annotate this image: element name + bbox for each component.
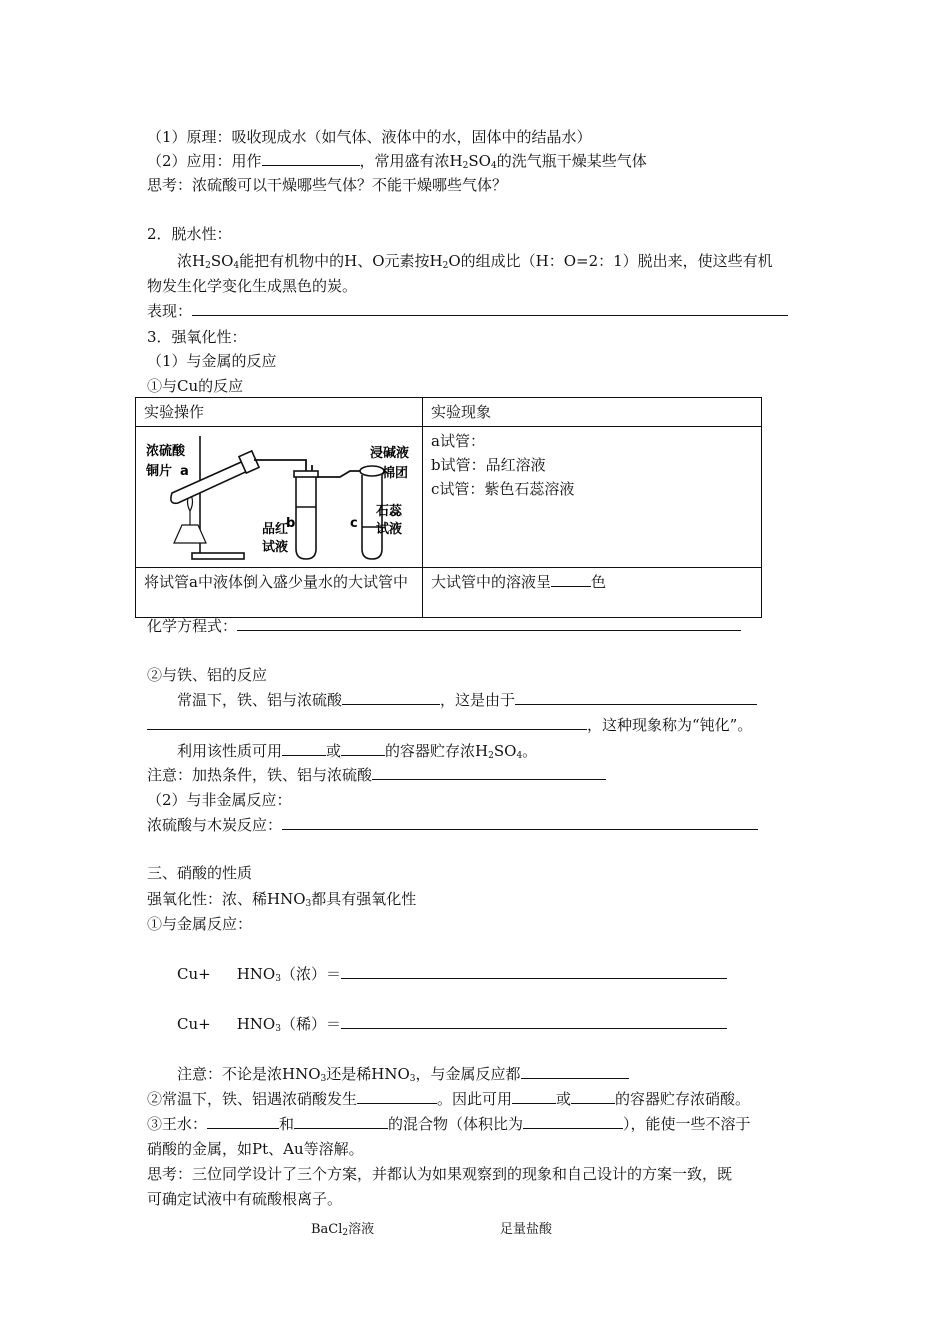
nonmetal-carbon: 浓硫酸与木炭反应： xyxy=(147,815,758,835)
answer-blank[interactable] xyxy=(571,1089,615,1104)
answer-blank[interactable] xyxy=(512,1089,556,1104)
answer-blank[interactable] xyxy=(207,1114,279,1129)
answer-blank[interactable] xyxy=(192,301,788,316)
header-operation: 实验操作 xyxy=(136,398,423,427)
answer-blank[interactable] xyxy=(357,1089,437,1104)
answer-blank[interactable] xyxy=(521,1064,629,1079)
fe-al-line-1: 常温下，铁、铝与浓硫酸 ，这是由于 xyxy=(177,690,757,710)
think-line-2: 可确定试液中有硫酸根离子。 xyxy=(147,1190,343,1208)
dehydration-title: 2．脱水性： xyxy=(147,225,232,243)
apparatus-cell xyxy=(136,427,423,568)
answer-blank[interactable] xyxy=(341,964,727,979)
apparatus-diagram xyxy=(144,431,414,563)
dehydration-para-1: 浓$H_2SO_4$能把有机物中的H、O元素按$H_2O$的组成比（H：O=2：1）脱出来，使这些有机 xyxy=(177,252,773,271)
answer-blank[interactable] xyxy=(372,765,606,780)
dehydration-para-2: 物发生化学变化生成黑色的炭。 xyxy=(147,277,358,295)
think-line: 思考：浓硫酸可以干燥哪些气体？不能干燥哪些气体？ xyxy=(147,176,508,194)
operation-2: 将试管a中液体倒入盛少量水的大试管中 xyxy=(136,568,423,618)
cu-reaction-title: ①与Cu的反应 xyxy=(147,377,244,395)
hno3-note: 注意：不论是浓$HNO_3$还是稀$HNO_3$，与金属反应都 xyxy=(177,1064,629,1084)
answer-blank[interactable] xyxy=(551,572,591,587)
aqua-regia-line: ③王水： 和 的混合物（体积比为 ），能使一些不溶于 xyxy=(147,1115,751,1133)
answer-blank[interactable] xyxy=(341,741,385,756)
equation-line: 化学方程式： xyxy=(147,616,741,636)
answer-blank[interactable] xyxy=(523,1114,623,1129)
answer-blank[interactable] xyxy=(237,616,741,631)
metal-reaction-title: （1）与金属的反应 xyxy=(147,352,277,370)
fe-al-line-2: ，这种现象称为“钝化”。 xyxy=(147,715,752,735)
answer-blank[interactable] xyxy=(147,715,587,730)
think-line-1: 思考：三位同学设计了三个方案，并都认为如果观察到的现象和自己设计的方案一致，既 xyxy=(147,1165,733,1183)
answer-blank[interactable] xyxy=(282,815,758,830)
label-litmus-2: 试液 xyxy=(376,522,403,537)
label-cu-sheet: 铜片 xyxy=(146,464,173,479)
fe-al-note: 注意：加热条件，铁、铝与浓硫酸 xyxy=(147,765,606,785)
show-line: 表现： xyxy=(147,301,788,321)
label-alkali-2: 棉团 xyxy=(382,466,409,481)
phenomenon-b: b试管：品红溶液 xyxy=(431,456,546,474)
aqua-regia-line-2: 硝酸的金属，如Pt、Au等溶解。 xyxy=(147,1140,364,1158)
hno3-dil-eq: $Cu+ HNO_3$（稀）＝ xyxy=(177,1014,727,1034)
answer-blank[interactable] xyxy=(342,690,440,705)
fe-al-line-3: 利用该性质可用 或 的容器贮存浓$H_2SO_4$。 xyxy=(177,742,538,761)
hno3-conc-eq: $Cu+ HNO_3$（浓）＝ xyxy=(177,964,727,984)
application-line: （2）应用：用作 ，常用盛有浓$H_2SO_4$的洗气瓶干燥某些气体 xyxy=(147,152,647,171)
answer-blank[interactable] xyxy=(515,690,757,705)
label-c: c xyxy=(350,516,358,531)
test-tube-b xyxy=(294,471,318,559)
hno3-passivation: ②常温下，铁、铝遇浓硝酸发生 。因此可用 或 的容器贮存浓硝酸。 xyxy=(147,1090,751,1108)
hno3-oxidation: 强氧化性：浓、稀$HNO_3$都具有强氧化性 xyxy=(147,890,417,909)
answer-blank[interactable] xyxy=(262,151,360,166)
principle-line: （1）原理：吸收现成水（如气体、液体中的水，固体中的结晶水） xyxy=(147,128,592,146)
answer-blank[interactable] xyxy=(282,741,326,756)
label-b: b xyxy=(286,516,296,531)
label-pinhong-2: 试液 xyxy=(262,540,289,555)
hno3-title: 三、硝酸的性质 xyxy=(147,864,253,882)
label-pinhong-1: 品红 xyxy=(262,522,289,537)
phenomenon-cell xyxy=(423,427,762,568)
oxidation-title: 3．强氧化性： xyxy=(147,328,247,346)
phenomenon-c: c试管：紫色石蕊溶液 xyxy=(431,480,575,498)
label-litmus-1: 石蕊 xyxy=(376,504,403,519)
phenomenon-2: 大试管中的溶液呈 色 xyxy=(423,568,762,618)
label-alkali-1: 浸碱液 xyxy=(370,446,410,461)
hno3-metal-title: ①与金属反应： xyxy=(147,915,253,933)
bacl2-label: BaCl$_2$溶液 xyxy=(311,1222,375,1238)
experiment-table xyxy=(135,397,762,618)
nonmetal-title: （2）与非金属反应： xyxy=(147,791,292,809)
label-conc-acid: 浓硫酸 xyxy=(146,444,186,459)
hcl-label: 足量盐酸 xyxy=(500,1222,553,1237)
answer-blank[interactable] xyxy=(341,1014,727,1029)
answer-blank[interactable] xyxy=(294,1114,388,1129)
phenomenon-a: a试管： xyxy=(431,432,485,450)
fe-al-title: ②与铁、铝的反应 xyxy=(147,666,268,684)
label-a: a xyxy=(180,464,189,479)
header-phenomenon: 实验现象 xyxy=(423,398,762,427)
